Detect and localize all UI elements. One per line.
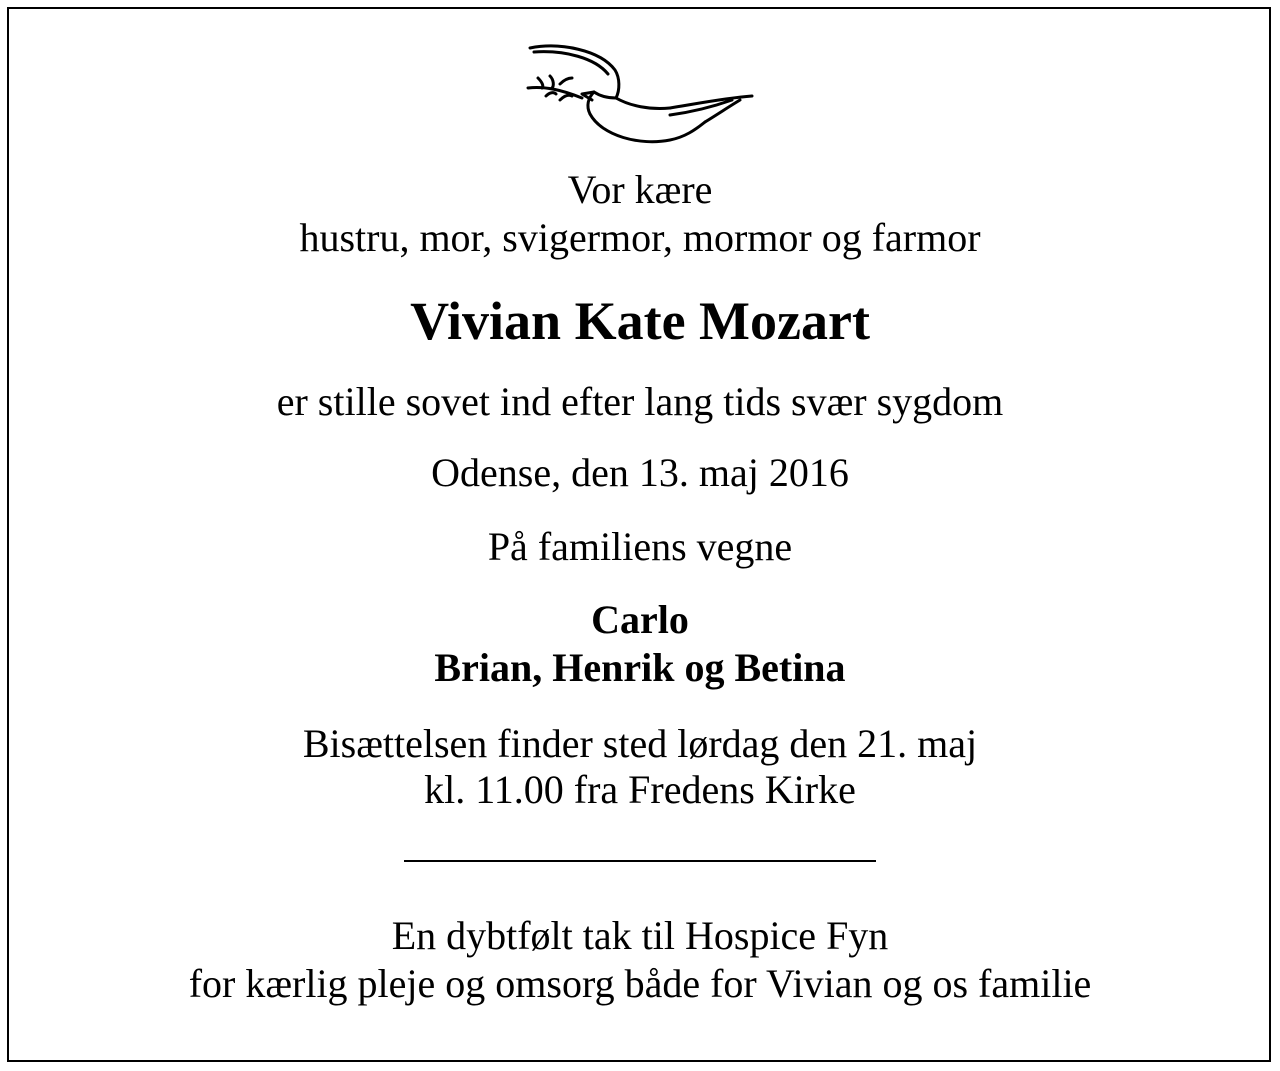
thanks-line: for kærlig pleje og omsorg både for Vivian og os familie	[188, 961, 1092, 1006]
dove-icon	[520, 40, 760, 155]
on-behalf-text: På familiens vegne	[487, 524, 793, 569]
service-line: Bisættelsen finder sted lørdag den 21. maj	[302, 721, 978, 766]
relations-text: hustru, mor, svigermor, mormor og farmor	[299, 215, 981, 260]
thanks-line: En dybtfølt tak til Hospice Fyn	[391, 913, 889, 958]
deceased-name: Vivian Kate Mozart	[410, 291, 870, 351]
place-date-text: Odense, den 13. maj 2016	[431, 450, 849, 495]
signer-line: Brian, Henrik og Betina	[434, 645, 846, 690]
service-line: kl. 11.00 fra Fredens Kirke	[424, 767, 856, 812]
divider	[404, 860, 876, 862]
greeting-text: Vor kære	[567, 167, 713, 212]
statement-text: er stille sovet ind efter lang tids svær sygdom	[276, 379, 1004, 424]
signer-line: Carlo	[591, 597, 689, 642]
